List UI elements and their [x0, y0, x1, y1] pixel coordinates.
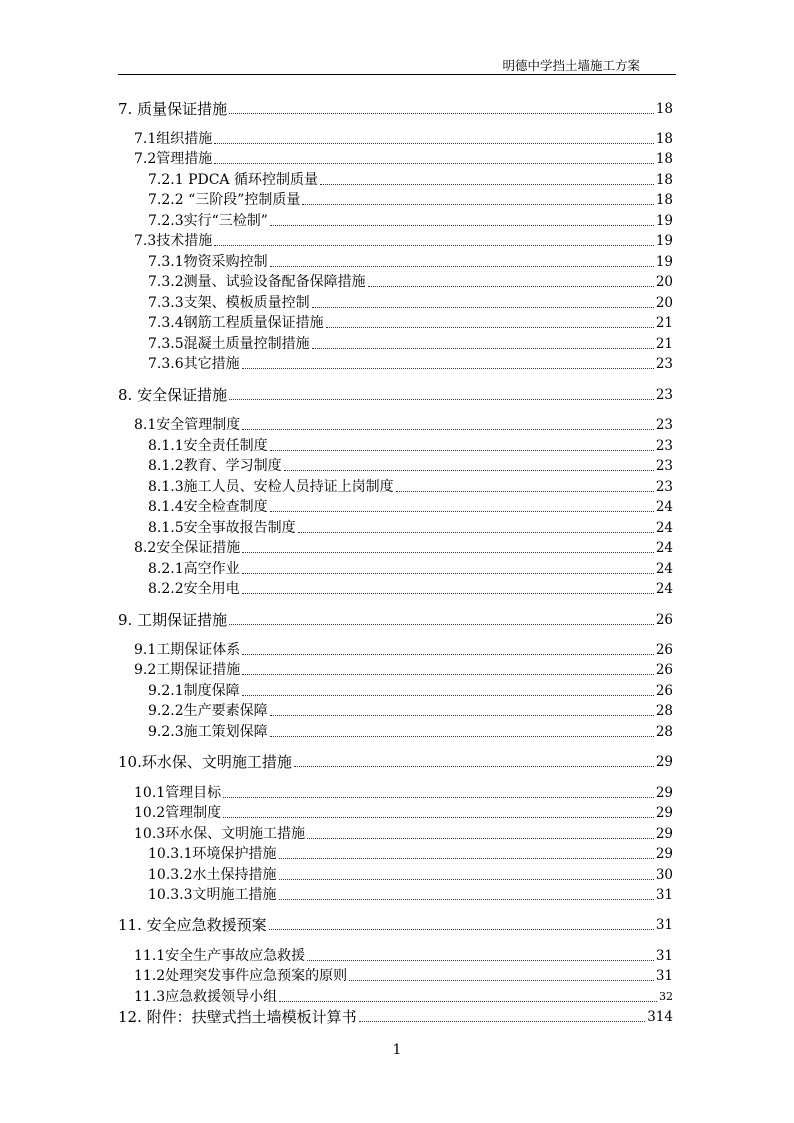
toc-entry[interactable] [134, 127, 673, 147]
toc-entry-page: 18 [655, 101, 673, 117]
toc-entry-page: 19 [655, 254, 673, 270]
toc-entry-title: 8.1.3施工人员、安检人员持证上岗制度 [148, 479, 394, 495]
toc-entry-page: 28 [655, 703, 673, 719]
dot-leader [270, 266, 654, 267]
dot-leader [214, 143, 654, 144]
dot-leader [307, 960, 654, 961]
toc-entry-title: 8.2.1高空作业 [148, 561, 240, 577]
toc-entry-title: 10.环水保、文明施工措施 [118, 753, 292, 771]
toc-entry[interactable] [134, 801, 673, 821]
toc-entry-page: 24 [655, 561, 673, 577]
toc-entry-title: 7.3.3支架、模板质量控制 [148, 295, 310, 311]
toc-entry-page: 31 [655, 948, 673, 964]
dot-leader [279, 858, 654, 859]
toc-entry-title: 7.2.2 “三阶段”控制质量 [148, 192, 301, 208]
dot-leader [312, 348, 654, 349]
toc-entry-page: 18 [655, 131, 673, 147]
toc-entry-page: 30 [655, 867, 673, 883]
dot-leader [284, 470, 654, 471]
toc-entry-page: 21 [655, 336, 673, 352]
toc-entry-title: 8.1安全管理制度 [134, 417, 241, 433]
toc-entry-title: 7. 质量保证措施 [118, 100, 228, 118]
toc-entry-page: 32 [659, 990, 673, 1003]
toc-entry-page: 23 [655, 387, 673, 403]
toc-entry[interactable] [148, 311, 673, 331]
toc-entry[interactable] [148, 679, 673, 699]
toc-entry-page: 23 [655, 479, 673, 495]
dot-leader [242, 593, 654, 594]
toc-entry-page: 314 [647, 1009, 673, 1025]
dot-leader [214, 245, 654, 246]
toc-entry-page: 26 [655, 683, 673, 699]
dot-leader [214, 163, 654, 164]
dot-leader [270, 715, 654, 716]
dot-leader [229, 113, 654, 114]
toc-entry[interactable] [118, 913, 673, 933]
dot-leader [229, 624, 654, 625]
toc-entry-title: 8.1.4安全检查制度 [148, 499, 268, 515]
toc-entry-page: 26 [655, 662, 673, 678]
dot-leader [229, 399, 654, 400]
toc-entry-page: 18 [655, 172, 673, 188]
toc-entry-title: 10.3环水保、文明施工措施 [134, 826, 306, 842]
dot-leader [242, 674, 654, 675]
toc-entry-title: 8. 安全保证措施 [118, 386, 228, 404]
toc-entry[interactable] [118, 608, 673, 628]
toc-entry[interactable] [148, 291, 673, 311]
toc-entry-title: 7.3技术措施 [134, 233, 213, 249]
toc-entry-title: 7.2.1 PDCA 循环控制质量 [148, 172, 318, 188]
toc-entry-page: 18 [655, 192, 673, 208]
dot-leader [270, 511, 654, 512]
toc-entry[interactable] [134, 781, 673, 801]
toc-entry-title: 11.2处理突发事件应急预案的原则 [134, 968, 348, 984]
page-number: 1 [392, 1042, 402, 1058]
toc-entry[interactable] [148, 209, 673, 229]
toc-entry[interactable] [134, 536, 673, 556]
toc-entry-page: 24 [655, 499, 673, 515]
toc-entry[interactable] [118, 97, 673, 117]
toc-entry-page: 23 [655, 356, 673, 372]
dot-leader [396, 491, 654, 492]
toc-entry[interactable] [134, 822, 673, 842]
toc-entry[interactable] [148, 250, 673, 270]
toc-entry-title: 11.1安全生产事故应急救援 [134, 948, 306, 964]
toc-entry[interactable] [148, 332, 673, 352]
dot-leader [242, 429, 654, 430]
toc-entry-title: 8.2安全保证措施 [134, 540, 241, 556]
toc-entry[interactable] [148, 475, 673, 495]
toc-entry[interactable] [134, 944, 673, 964]
toc-entry[interactable] [134, 638, 673, 658]
toc-entry-title: 10.1管理目标 [134, 785, 222, 801]
toc-entry[interactable] [148, 842, 673, 862]
toc-entry[interactable] [134, 147, 673, 167]
toc-entry-title: 7.3.5混凝土质量控制措施 [148, 336, 310, 352]
toc-entry-title: 7.3.4钢筋工程质量保证措施 [148, 315, 324, 331]
toc-entry-page: 26 [655, 612, 673, 628]
toc-entry-page: 29 [655, 846, 673, 862]
toc-entry-page: 19 [655, 213, 673, 229]
toc-entry-title: 8.1.5安全事故报告制度 [148, 520, 296, 536]
toc-entry-title: 7.3.6其它措施 [148, 356, 240, 372]
toc-entry[interactable] [118, 1005, 673, 1025]
toc-entry-title: 11. 安全应急救援预案 [118, 916, 267, 934]
toc-entry-page: 21 [655, 315, 673, 331]
toc-entry-page: 20 [655, 295, 673, 311]
toc-entry[interactable] [134, 985, 673, 1005]
toc-entry[interactable] [148, 720, 673, 740]
toc-entry-page: 24 [655, 520, 673, 536]
toc-entry-title: 9.2工期保证措施 [134, 662, 241, 678]
toc-entry-page: 29 [655, 826, 673, 842]
toc-entry-page: 23 [655, 417, 673, 433]
toc-entry-page: 23 [655, 458, 673, 474]
toc-entry[interactable] [134, 964, 673, 984]
dot-leader [279, 879, 654, 880]
dot-leader [298, 532, 654, 533]
toc-entry-page: 24 [655, 581, 673, 597]
toc-entry[interactable] [148, 577, 673, 597]
toc-entry-title: 7.2管理措施 [134, 151, 213, 167]
toc-entry[interactable] [148, 168, 673, 188]
toc-entry[interactable] [134, 229, 673, 249]
toc-entry-page: 29 [655, 805, 673, 821]
toc-entry-page: 31 [655, 968, 673, 984]
toc-entry-title: 9.2.2生产要素保障 [148, 703, 268, 719]
dot-leader [320, 184, 654, 185]
toc-entry-title: 10.3.2水土保持措施 [148, 867, 277, 883]
dot-leader [302, 204, 653, 205]
dot-leader [279, 899, 654, 900]
toc-entry-title: 8.2.2安全用电 [148, 581, 240, 597]
toc-entry-title: 12. 附件：扶壁式挡土墙模板计算书 [118, 1008, 357, 1026]
toc-entry[interactable] [148, 454, 673, 474]
toc-entry-page: 19 [655, 233, 673, 249]
dot-leader [269, 929, 654, 930]
dot-leader [294, 766, 654, 767]
toc-entry-page: 20 [655, 274, 673, 290]
dot-leader [279, 1001, 657, 1002]
dot-leader [349, 980, 654, 981]
toc-entry-title: 10.3.3文明施工措施 [148, 887, 277, 903]
dot-leader [307, 838, 654, 839]
toc-entry[interactable] [148, 863, 673, 883]
toc-entry-title: 11.3应急救援领导小组 [134, 989, 278, 1005]
toc-entry[interactable] [118, 750, 673, 770]
toc-entry-title: 9. 工期保证措施 [118, 611, 228, 629]
toc-entry[interactable] [148, 557, 673, 577]
dot-leader [242, 552, 654, 553]
toc-entry-page: 29 [655, 754, 673, 770]
toc-entry-page: 31 [655, 917, 673, 933]
toc-entry[interactable] [148, 883, 673, 903]
toc-entry[interactable] [148, 352, 673, 372]
toc-entry-title: 10.2管理制度 [134, 805, 222, 821]
toc-entry[interactable] [134, 658, 673, 678]
dot-leader [368, 286, 654, 287]
document-title: 明德中学挡土墙施工方案 [502, 58, 640, 73]
dot-leader [359, 1021, 646, 1022]
toc-entry[interactable] [148, 699, 673, 719]
dot-leader [312, 307, 654, 308]
toc-entry-title: 7.2.3实行“三检制” [148, 213, 268, 229]
toc-entry-page: 31 [655, 887, 673, 903]
toc-entry-page: 28 [655, 724, 673, 740]
toc-entry[interactable] [118, 383, 673, 403]
toc-entry-page: 23 [655, 438, 673, 454]
toc-entry-title: 7.3.1物资采购控制 [148, 254, 268, 270]
toc-entry[interactable] [148, 495, 673, 515]
toc-entry-title: 7.1组织措施 [134, 131, 213, 147]
toc-entry-title: 9.1工期保证体系 [134, 642, 241, 658]
toc-entry-page: 26 [655, 642, 673, 658]
toc-entry-title: 8.1.2教育、学习制度 [148, 458, 282, 474]
toc-entry-page: 18 [655, 151, 673, 167]
dot-leader [242, 695, 654, 696]
toc-entry[interactable] [134, 413, 673, 433]
dot-leader [223, 797, 654, 798]
toc-entry[interactable] [148, 188, 673, 208]
toc-entry-title: 9.2.1制度保障 [148, 683, 240, 699]
toc-entry[interactable] [148, 434, 673, 454]
toc-entry-page: 24 [655, 540, 673, 556]
dot-leader [270, 736, 654, 737]
dot-leader [242, 573, 654, 574]
dot-leader [223, 817, 654, 818]
dot-leader [326, 327, 654, 328]
dot-leader [270, 225, 654, 226]
toc-entry-title: 10.3.1环境保护措施 [148, 846, 277, 862]
dot-leader [270, 450, 654, 451]
toc-entry[interactable] [148, 270, 673, 290]
toc-entry-title: 8.1.1安全责任制度 [148, 438, 268, 454]
toc-entry-page: 29 [655, 785, 673, 801]
toc-entry-title: 9.2.3施工策划保障 [148, 724, 268, 740]
toc-entry-title: 7.3.2测量、试验设备配备保障措施 [148, 274, 366, 290]
dot-leader [242, 368, 654, 369]
dot-leader [242, 654, 654, 655]
toc-entry[interactable] [148, 516, 673, 536]
